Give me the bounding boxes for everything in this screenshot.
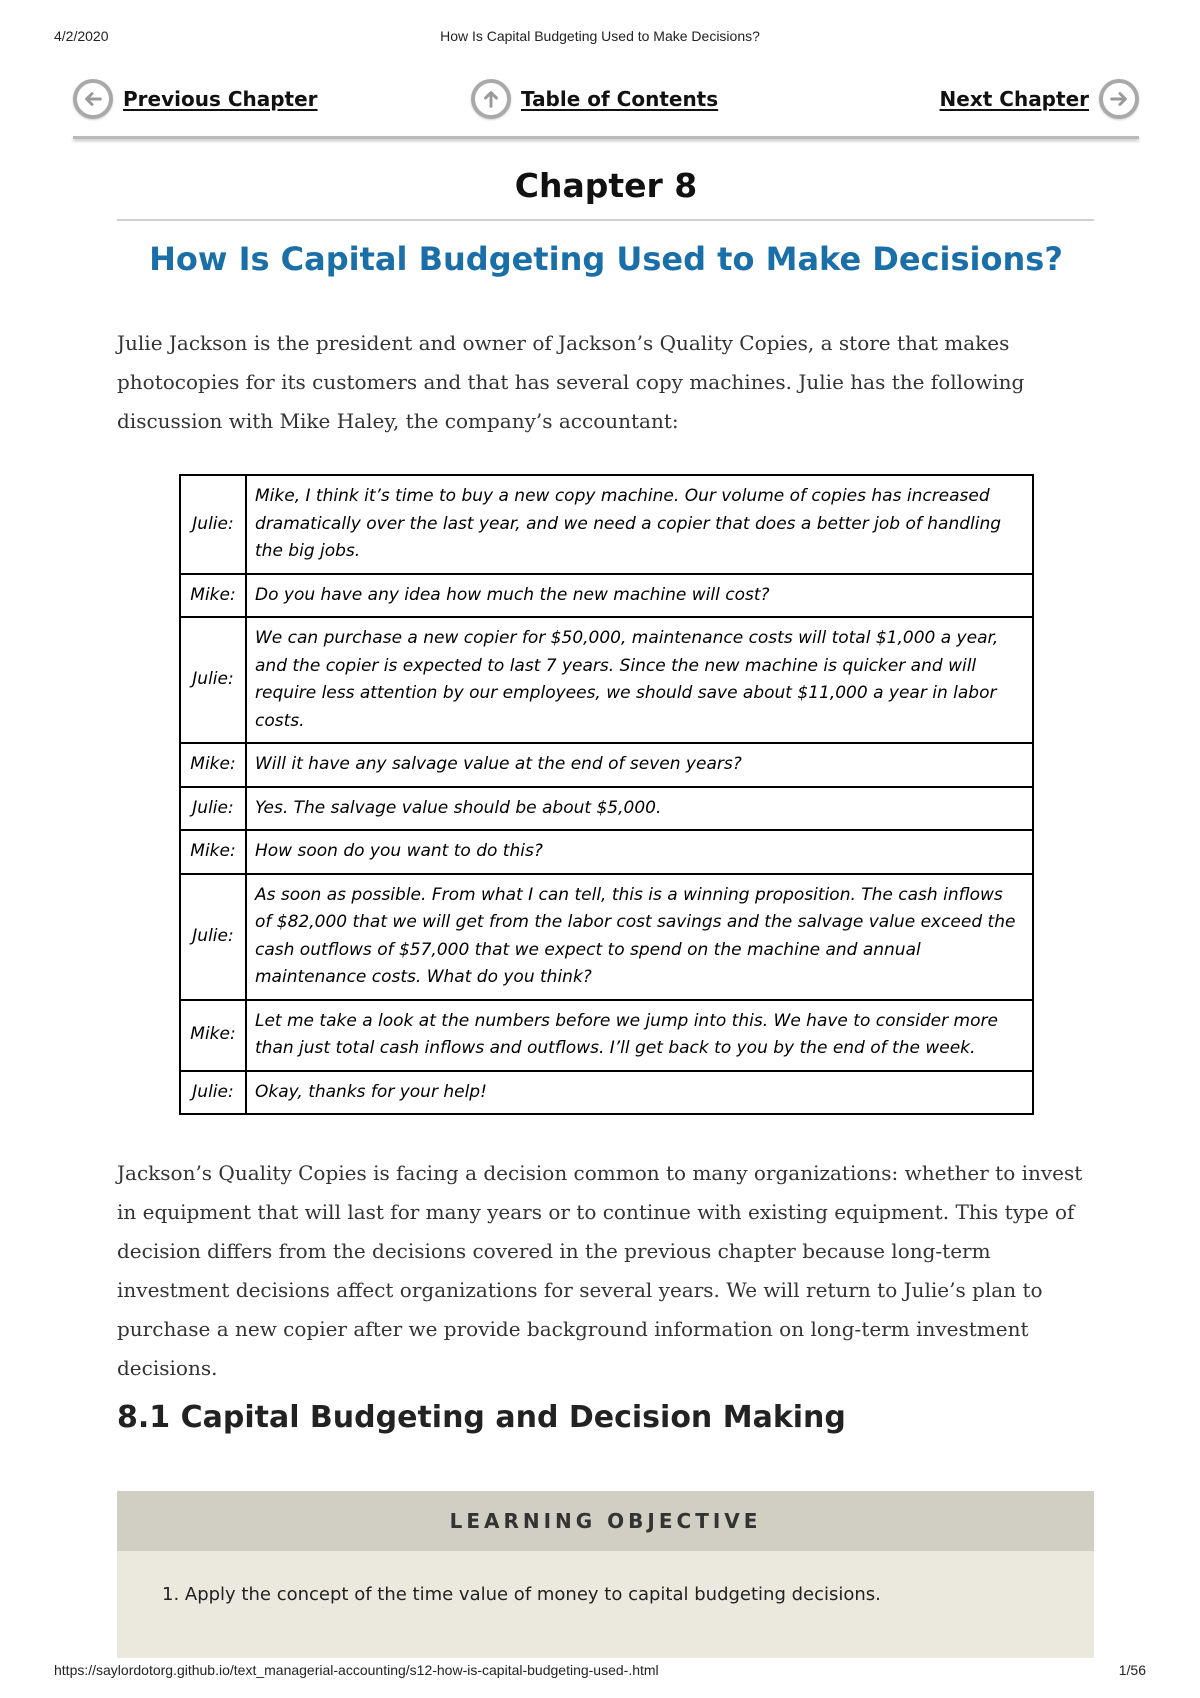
arrow-right-icon [1099,79,1139,119]
print-footer [54,1662,1146,1682]
print-url: https://saylordotorg.github.io/text_managerial-accounting/s12-how-is-capital-budgeting-used-.html [54,1662,659,1678]
dialogue-row [180,574,1033,618]
dialogue-row [180,787,1033,831]
print-title: How Is Capital Budgeting Used to Make Decisions? [440,28,760,44]
next-chapter-label: Next Chapter [939,87,1089,111]
dialogue-speaker: Mike: [180,574,246,618]
dialogue-speaker: Julie: [180,1071,246,1115]
dialogue-speaker: Mike: [180,1000,246,1071]
navigation-divider [73,136,1139,139]
dialogue-speaker: Julie: [180,475,246,574]
dialogue-text: Will it have any salvage value at the end of seven years? [246,743,1033,787]
next-chapter-link[interactable] [940,74,1139,124]
arrow-left-icon [73,79,113,119]
print-page-number: 1/56 [1118,1662,1146,1678]
dialogue-text: We can purchase a new copier for $50,000, maintenance costs will total $1,000 a year, and the copier is expected to last 7 years. Since the new machine is quicker and will require less attention by our employees, we should save about $11,000 a year in labor costs. [246,617,1033,743]
dialogue-speaker: Julie: [180,787,246,831]
dialogue-row [180,617,1033,743]
chapter-number: Chapter 8 [514,166,698,205]
intro-paragraph: Julie Jackson is the president and owner of Jackson’s Quality Copies, a store that makes photocopies for its customers and that has several copy machines. Julie has the following discussion with Mike Haley, the company’s accountant: [117,331,1025,433]
dialogue-text: How soon do you want to do this? [246,830,1033,874]
chapter-divider [117,219,1094,221]
table-of-contents-label: Table of Contents [521,87,719,111]
section-heading: 8.1 Capital Budgeting and Decision Making [117,1400,846,1435]
dialogue-text: Mike, I think it’s time to buy a new copy machine. Our volume of copies has increased dramatically over the last year, and we need a copier that does a better job of handling the big jobs. [246,475,1033,574]
dialogue-row [180,743,1033,787]
chapter-title: How Is Capital Budgeting Used to Make Decisions? [149,240,1063,278]
dialogue-speaker: Mike: [180,830,246,874]
dialogue-row [180,1071,1033,1115]
dialogue-row [180,1000,1033,1071]
dialogue-speaker: Julie: [180,617,246,743]
dialogue-speaker: Mike: [180,743,246,787]
dialogue-text: Do you have any idea how much the new machine will cost? [246,574,1033,618]
previous-chapter-label: Previous Chapter [123,87,318,111]
learning-objective-header: LEARNING OBJECTIVE [117,1491,1094,1551]
dialogue-table [179,474,1034,1115]
print-date: 4/2/2020 [54,28,109,44]
dialogue-speaker: Julie: [180,874,246,1000]
dialogue-text: Yes. The salvage value should be about $5,000. [246,787,1033,831]
dialogue-text: Let me take a look at the numbers before we jump into this. We have to consider more than just total cash inflows and outflows. I’ll get back to you by the end of the week. [246,1000,1033,1071]
dialogue-row [180,874,1033,1000]
chapter-navigation [73,74,1139,132]
followup-paragraph: Jackson’s Quality Copies is facing a decision common to many organizations: whether to invest in equipment that will last for many years or to continue with existing equipment. This type of decision differs from the decisions covered in the previous chapter because long-term investment decisions affect organizations for several years. We will return to Julie’s plan to purchase a new copier after we provide background information on long-term investment decisions. [117,1161,1083,1380]
print-header [54,28,1146,48]
previous-chapter-link[interactable] [73,74,318,124]
dialogue-row [180,475,1033,574]
dialogue-text: As soon as possible. From what I can tell, this is a winning proposition. The cash inflows of $82,000 that we will get from the labor cost savings and the salvage value exceed the cash outflows of $57,000 that we expect to spend on the machine and annual maintenance costs. What do you think? [246,874,1033,1000]
dialogue-row [180,830,1033,874]
learning-objective-box [117,1491,1094,1658]
learning-objective-item: 1. Apply the concept of the time value of money to capital budgeting decisions. [162,1584,881,1605]
table-of-contents-link[interactable] [471,74,718,124]
arrow-up-icon [471,79,511,119]
dialogue-text: Okay, thanks for your help! [246,1071,1033,1115]
